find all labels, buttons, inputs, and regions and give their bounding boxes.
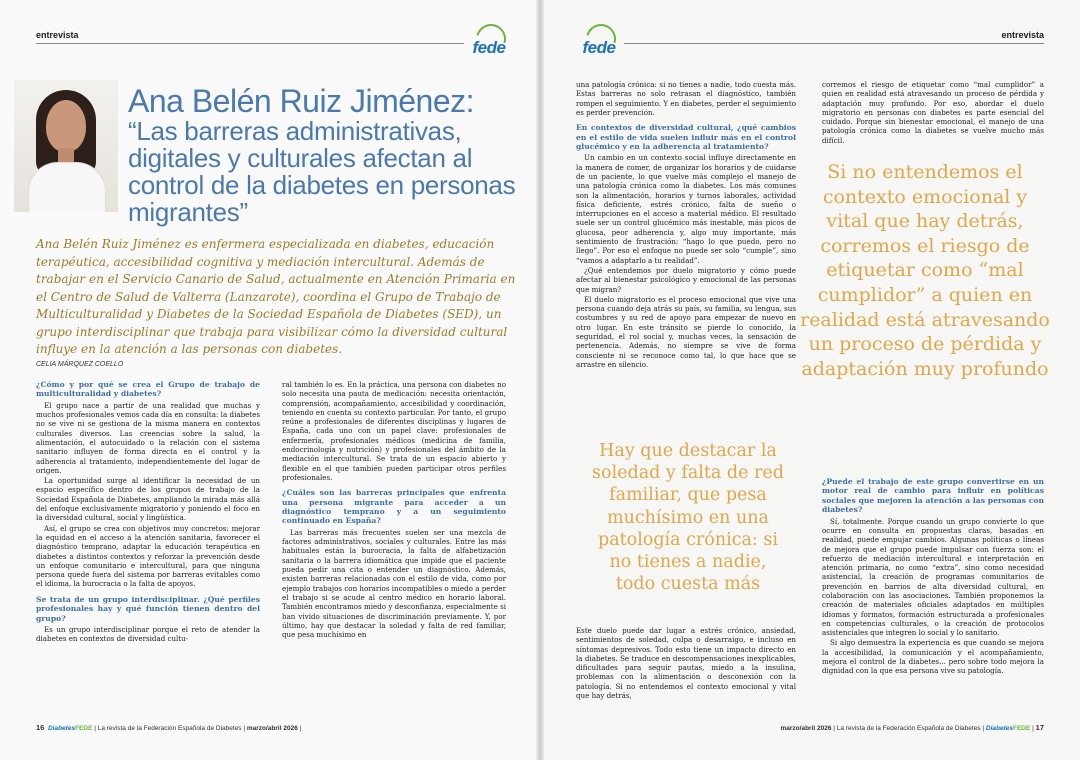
question-heading: Se trata de un grupo interdisciplinar. ¿Qué perfiles profesionales hay y qué función tienen dentro del grupo?	[36, 594, 260, 623]
column-4-continued	[822, 477, 1044, 677]
page-number-left: 16	[36, 723, 45, 732]
paragraph: El grupo nace a partir de una realidad que muchas y muchos profesionales vemos cada día en consulta: la diabetes no se vive ni se gestiona de la misma manera en contextos culturales diversos. Las creencias sobre la salud, la alimentación, el autocuidado o la relación con el sistema sanitario influyen de forma directa en el control y la adherencia al tratamiento, independientemente del lugar de origen.	[36, 400, 260, 475]
pull-quote-2: Si no entendemos el contexto emocional y vital que hay detrás, corremos el riesgo de etiquetar como “mal cumplidor” a quien en realidad está atravesando un proceso de pérdida y adaptación muy profundo	[800, 161, 1050, 380]
paragraph: Un cambio en un contexto social influye directamente en la manera de comer, de organizar los horarios y de cuidarse de un paciente, lo que vuelve más complejo el manejo de una patología crónica como la diabetes. Los más comunes son la alimentación, horarios y turnos laborales, actividad física deficiente, estrés crónico, falta de sueño o interrupciones en el acceso a material médico. El resultado suele ser un control glucémico más inestable, más picos de glucosa, peor adherencia y, algo muy importante, más sentimiento de frustración: “hago lo que puedo, pero no llego”. Por eso el enfoque no puede ser solo “cumple”, sino “vamos a adaptarlo a tu realidad”.	[576, 153, 796, 265]
paragraph: Si algo demuestra la experiencia es que cuando se mejora la accesibilidad, la comunicación y el acompañamiento, mejora el control de la diabetes... pero sobre todo mejora la dignidad con la que esa persona vive su patología.	[822, 638, 1044, 676]
question-heading: ¿Cuáles son las barreras principales que enfrenta una persona migrante para acceder a un diagnóstico temprano y a un seguimiento continuado en España?	[282, 488, 506, 526]
pull-quote-1: Hay que destacar la soledad y falta de red familiar, que pesa muchísimo en una patología crónica: si no tienes a nadie, todo cuesta más	[592, 441, 784, 595]
fede-logo-right	[576, 24, 622, 64]
column-2	[282, 380, 506, 640]
logo-wordmark: fede	[582, 38, 616, 57]
paragraph: Así, el grupo se crea con objetivos muy concretos: mejorar la equidad en el acceso a la atención sanitaria, favorecer el diagnóstico temprano, adaptar la educación terapéutica en diabetes a distintos contextos y reforzar la prevención desde un enfoque comunitario e intercultural, para que ninguna persona quede fuera del sistema por barreras evitables como el idioma, la burocracia o la falta de apoyos.	[36, 523, 260, 589]
section-tag-left: entrevista	[36, 30, 79, 40]
spine-gutter	[536, 0, 544, 760]
article-headline	[128, 84, 528, 226]
column-4	[822, 80, 1044, 146]
headline-quote: “Las barreras administrativas, digitales y culturales afectan al control de la diabetes en personas migrantes”	[128, 116, 516, 227]
section-tag-right: entrevista	[1001, 30, 1044, 40]
header-rule-left	[36, 43, 464, 44]
paragraph: La oportunidad surge al identificar la necesidad de un espacio específico dentro de los grupos de trabajo de la Sociedad Española de Diabetes, ampliando la mirada más allá del enfoque exclusivamente migratorio y poniendo el foco en la diversidad cultural, social y lingüística.	[36, 476, 260, 523]
header-rule-right	[624, 43, 1044, 44]
paragraph: ral también lo es. En la práctica, una persona con diabetes no solo necesita una pauta de medicación: necesita orientación, comprensión, acompañamiento, accesibilidad y coordinación, teniendo en cuenta su contexto particular. Por tanto, el grupo reúne a profesionales de diferentes disciplinas y lugares de España, cada uno con un papel clave: profesionales de enfermería, profesionales médicos (medicina de familia, endocrinología y nutrición) y profesionales del ámbito de la mediación intercultural. Se trata de un espacio abierto y flexible en el que también pueden participar otros perfiles profesionales.	[282, 380, 506, 482]
column-3	[576, 80, 796, 370]
interviewee-photo	[14, 80, 118, 212]
question-heading: En contextos de diversidad cultural, ¿qué cambios en el estilo de vida suelen influir más en el control glucémico y en la adherencia al tratamiento?	[576, 123, 796, 151]
fede-logo-left	[466, 24, 512, 64]
logo-wordmark: fede	[472, 38, 506, 57]
footer-tagline: La revista de la Federación Española de Diabetes	[836, 725, 981, 732]
page-number-right: 17	[1035, 723, 1044, 732]
paragraph: Sí, totalmente. Porque cuando un grupo convierte lo que ocurre en consulta en propuestas claras, basadas en realidad, puede empujar cambios. Algunas políticas o líneas de mejora que el grupo puede impulsar con fuerza son: el refuerzo de mediación intercultural e interpretación en atención primaria, no como “extra”, sino como necesidad asistencial, la creación de programas comunitarios de prevención en barrios de alta diversidad cultural, en colaboración con las asociaciones. También proponemos la creación de materiales oficiales adaptados en múltiples idiomas y formatos, formación estructurada a profesionales en competencias culturales, o la creación de protocolos asistenciales que integren lo social y lo sanitario.	[822, 516, 1044, 638]
byline: CELIA MÁRQUEZ COELLO	[36, 361, 124, 368]
question-heading: ¿Puede el trabajo de este grupo convertirse en un motor real de cambio para influir en políticas sociales que mejoren la atención a las personas con diabetes?	[822, 477, 1044, 515]
paragraph: una patología crónica: si no tienes a nadie, todo cuesta más. Estas barreras no solo retrasan el diagnóstico, también rompen el seguimiento. Y en diabetes, perder el seguimiento es perder prevención.	[576, 80, 796, 117]
footer-issue: marzo/abril 2026	[780, 725, 832, 732]
footer-tagline: La revista de la Federación Española de Diabetes	[97, 725, 242, 732]
paragraph: El duelo migratorio es el proceso emocional que vive una persona cuando deja atrás su país, su familia, su lengua, sus costumbres y su red de apoyo para empezar de nuevo en otro lugar. En este tránsito se pierde lo conocido, la seguridad, el rol social y, muchas veces, la sensación de pertenencia. Además, no siempre se vive de forma consciente ni se reconoce como tal, lo que hace que se arrastre en silencio.	[576, 294, 796, 369]
paragraph: Las barreras más frecuentes suelen ser una mezcla de factores administrativos, sociales y culturales. Entre las más habituales están la burocracia, la falta de alfabetización sanitaria o la barrera idiomática que impide que el paciente pueda pedir una cita o entender un diagnóstico. Además, existen barreras relacionadas con el estilo de vida, como por ejemplo trabajos con horarios incompatibles o miedo a perder el trabajo si se acude al centro médico en horario laboral. También encontramos miedo y desconfianza, especialmente si han vivido situaciones de discriminación previamente. Y, por último, hay que destacar la soledad y falta de red familiar, que pesa muchísimo en	[282, 527, 506, 640]
column-1	[36, 380, 260, 645]
paragraph: Este duelo puede dar lugar a estrés crónico, ansiedad, sentimientos de soledad, culpa o desarraigo, e incluso en síntomas depresivos. Todo esto tiene un impacto directo en la diabetes. Se traduce en descompensaciones inexplicables, dificultades para seguir pautas, miedo a la insulina, problemas con la alimentación o desconexión con la patología. Si no entendemos el contexto emocional y vital que hay detrás,	[576, 626, 796, 701]
footer-right: marzo/abril 2026 | La revista de la Federación Española de Diabetes | DiabetesFEDE | 17	[780, 723, 1044, 732]
footer-left: 16 DiabetesFEDE | La revista de la Federación Española de Diabetes | marzo/abril 2026 |	[36, 723, 302, 732]
column-3-continued	[576, 626, 796, 701]
paragraph: corremos el riesgo de etiquetar como “mal cumplidor” a quien en realidad está atravesando un proceso de pérdida y adaptación muy profundo. Por eso, abordar el duelo migratorio en personas con diabetes es parte esencial del cuidado. Porque sin bienestar emocional, el manejo de una patología crónica como la diabetes se vuelve mucho más difícil.	[822, 80, 1044, 145]
paragraph: ¿Qué entendemos por duelo migratorio y cómo puede afectar al bienestar psicológico y emocional de las personas que migran?	[576, 265, 796, 294]
footer-issue: marzo/abril 2026	[246, 725, 298, 732]
interviewee-name: Ana Belén Ruiz Jiménez:	[128, 83, 475, 119]
question-heading: ¿Cómo y por qué se crea el Grupo de trabajo de multiculturalidad y diabetes?	[36, 380, 260, 399]
paragraph: Es un grupo interdisciplinar porque el reto de atender la diabetes en contextos de diversidad cultu-	[36, 624, 260, 644]
article-intro: Ana Belén Ruiz Jiménez es enfermera especializada en diabetes, educación terapéutica, accesibilidad cognitiva y mediación intercultural. Además de trabajar en el Servicio Canario de Salud, actualmente en Atención Primaria en el Centro de Salud de Valterra (Lanzarote), coordina el Grupo de Trabajo de Multiculturalidad y Diabetes de la Sociedad Española de Diabetes (SED), un grupo interdisciplinar que trabaja para visibilizar cómo la diversidad cultural influye en la atención a las personas con diabetes.	[36, 237, 516, 356]
